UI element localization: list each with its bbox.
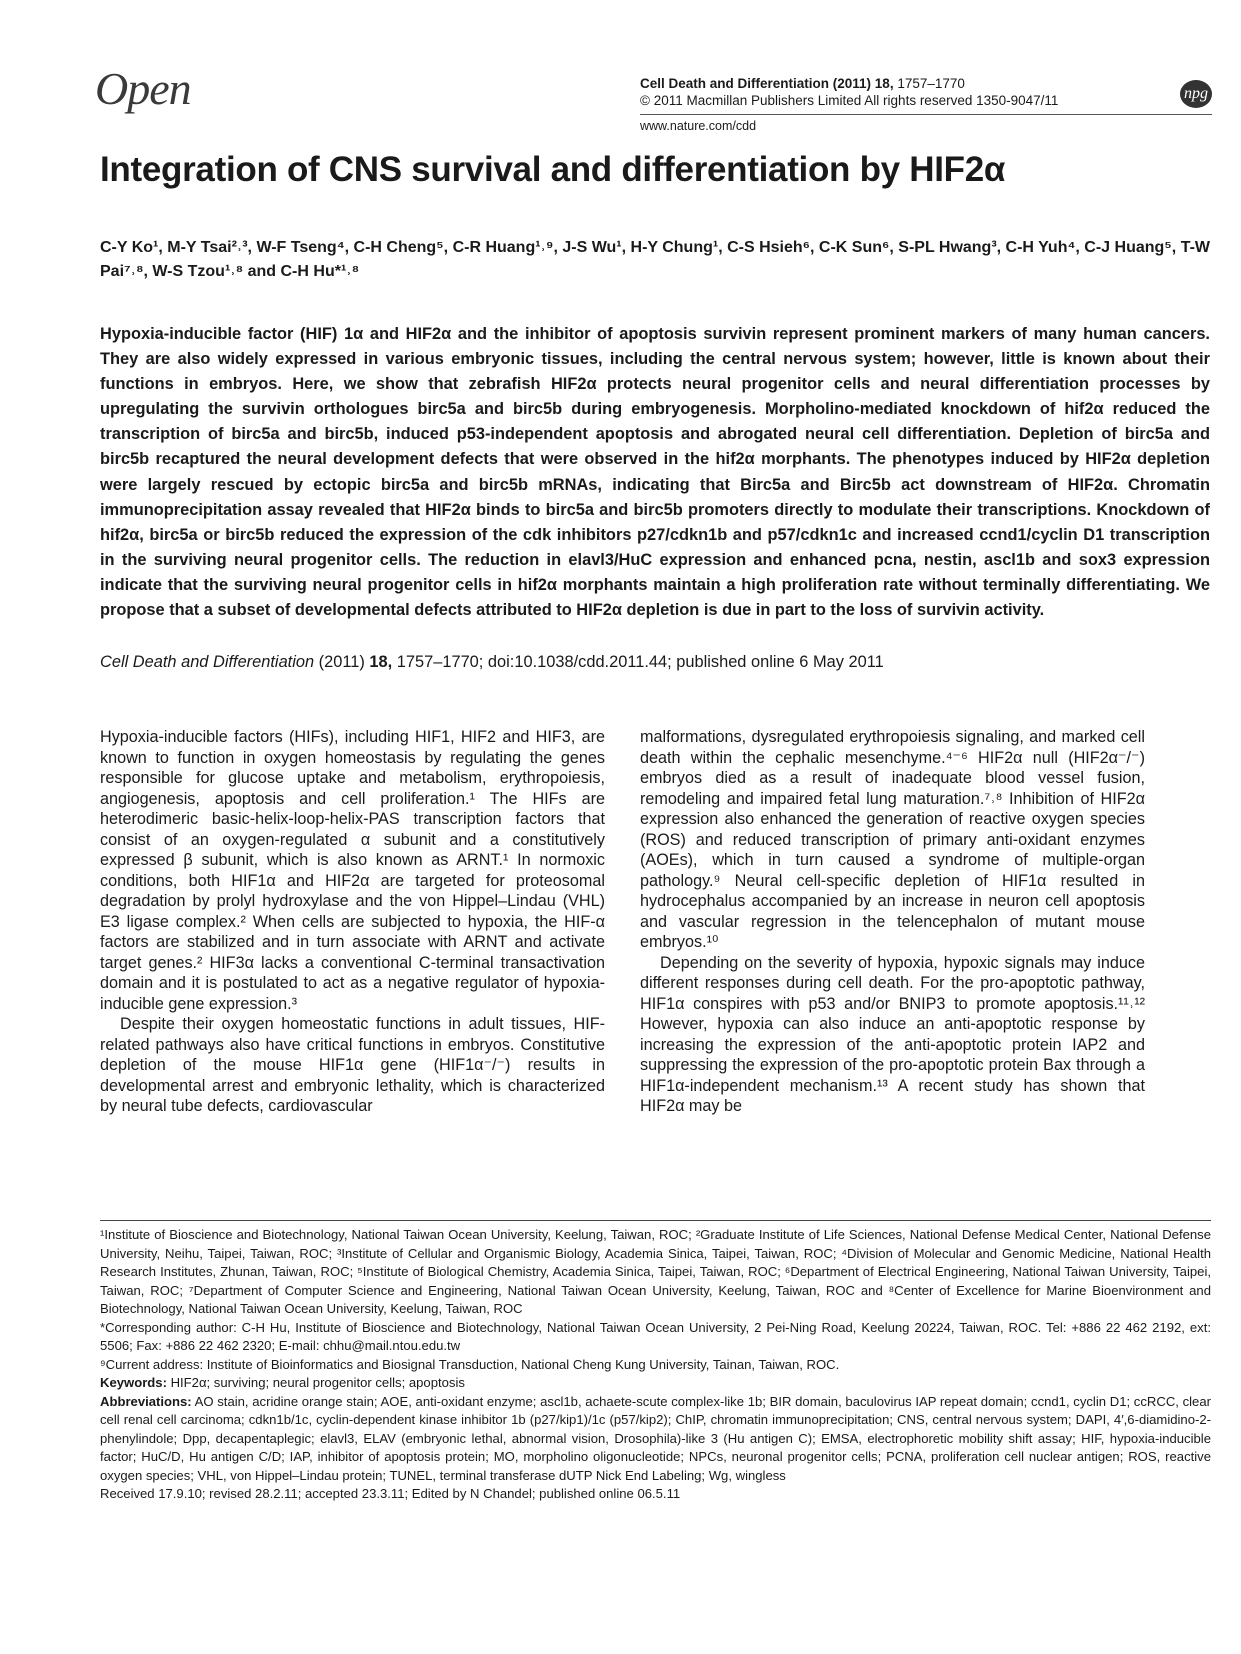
journal-name: Cell Death and Differentiation (2011) 18, (640, 76, 894, 91)
citation-journal: Cell Death and Differentiation (100, 653, 315, 671)
body-column-left (100, 727, 605, 1117)
journal-reference (640, 76, 965, 91)
header-divider (640, 114, 1212, 115)
footnote-divider (100, 1220, 1211, 1221)
body-column-right (640, 727, 1145, 1117)
keywords-text: HIF2α; surviving; neural progenitor cells; apoptosis (166, 1375, 465, 1390)
author-list: C-Y Ko¹, M-Y Tsai²˒³, W-F Tseng⁴, C-H Cheng⁵, C-R Huang¹˒⁹, J-S Wu¹, H-Y Chung¹, C-S Hsieh⁶, C-K Sun⁶, S-PL Hwang³, C-H Yuh⁴, C-J Huang⁵, T-W Pai⁷˒⁸, W-S Tzou¹˒⁸ and C-H Hu*¹˒⁸ (100, 239, 1211, 280)
footnotes (100, 1226, 1211, 1504)
open-access-logo: Open (95, 63, 191, 114)
citation-volume: 18, (369, 653, 393, 671)
abstract: Hypoxia-inducible factor (HIF) 1α and HIF2α and the inhibitor of apoptosis survivin represent prominent markers of many human cancers. They are also widely expressed in various embryonic tissues, including the central nervous system; however, little is known about their functions in embryos. Here, we show that zebrafish HIF2α protects neural progenitor cells and neural differentiation processes by upregulating the survivin orthologues birc5a and birc5b during embryogenesis. Morpholino-mediated knockdown of hif2α reduced the transcription of birc5a and birc5b, induced p53-independent apoptosis and abrogated neural cell differentiation. Depletion of birc5a and birc5b recaptured the neural development defects that were observed in the hif2α morphants. The phenotypes induced by HIF2α depletion were largely rescued by ectopic birc5a and birc5b mRNAs, indicating that Birc5a and Birc5b act downstream of HIF2α. Chromatin immunoprecipitation assay revealed that HIF2α binds to birc5a and birc5b promoters directly to modulate their transcriptions. Knockdown of hif2α, birc5a or birc5b reduced the expression of the cdk inhibitors p27/cdkn1b and p57/cdkn1c and increased ccnd1/cyclin D1 transcription in the surviving neural progenitor cells. The reduction in elavl3/HuC expression and enhanced pcna, nestin, ascl1b and sox3 expression indicate that the surviving neural progenitor cells in hif2α morphants maintain a high proliferation rate without terminally differentiating. We propose that a subset of developmental defects attributed to HIF2α depletion is due in part to the loss of survivin activity. (100, 325, 1210, 620)
current-address: ⁹Current address: Institute of Bioinformatics and Biosignal Transduction, National Cheng Kung University, Tainan, Taiwan, ROC. (100, 1356, 840, 1372)
copyright-notice: © 2011 Macmillan Publishers Limited All rights reserved 1350-9047/11 (640, 93, 1059, 108)
body-paragraph: Depending on the severity of hypoxia, hypoxic signals may induce different responses during cell death. For the pro-apoptotic pathway, HIF1α conspires with p53 and/or BNIP3 to promote apoptosis.¹¹˒¹² However, hypoxia can also induce an anti-apoptotic response by increasing the expression of the anti-apoptotic protein IAP2 and suppressing the expression of the pro-apoptotic protein Bax through a HIF1α-independent mechanism.¹³ A recent study has shown that HIF2α may be (640, 953, 1145, 1115)
citation-year: (2011) (314, 653, 370, 671)
body-paragraph: Hypoxia-inducible factors (HIFs), including HIF1, HIF2 and HIF3, are known to function in oxygen homeostasis by regulating the genes responsible for glucose uptake and metabolism, erythropoiesis, angiogenesis, apoptosis and cell proliferation.¹ The HIFs are heterodimeric basic-helix-loop-helix-PAS transcription factors that consist of an oxygen-regulated α subunit and a constitutively expressed β subunit, which is also known as ARNT.¹ In normoxic conditions, both HIF1α and HIF2α are targeted for proteosomal degradation by prolyl hydroxylase and the von Hippel–Lindau (VHL) E3 ligase complex.² When cells are subjected to hypoxia, the HIF-α factors are stabilized and in turn associate with ARNT and activate target genes.² HIF3α lacks a conventional C-terminal transactivation domain and it is postulated to act as a negative regulator of hypoxia-inducible gene expression.³ (100, 728, 605, 1013)
citation-details: 1757–1770; doi:10.1038/cdd.2011.44; published online 6 May 2011 (392, 653, 884, 671)
body-paragraph: Despite their oxygen homeostatic functions in adult tissues, HIF-related pathways also have critical functions in embryos. Constitutive depletion of the mouse HIF1α gene (HIF1α⁻/⁻) results in developmental arrest and embryonic lethality, which is characterized by neural tube defects, cardiovascular (100, 1015, 605, 1115)
received-dates: Received 17.9.10; revised 28.2.11; accepted 23.3.11; Edited by N Chandel; published online 06.5.11 (100, 1486, 681, 1501)
abbreviations-text: AO stain, acridine orange stain; AOE, anti-oxidant enzyme; ascl1b, achaete-scute complex-like 1b; BIR domain, baculovirus IAP repeat domain; ccnd1, cyclin D1; ccRCC, clear cell renal cell carcinoma; cdkn1b/1c, cyclin-dependent kinase inhibitor 1b (p27/kip1)/1c (p57/kip2); ChIP, chromatin immunoprecipitation; CNS, central nervous system; DAPI, 4′,6-diamidino-2-phenylindole; Dpp, decapentaplegic; elavl3, ELAV (embryonic lethal, abnormal vision, Drosophila)-like 3 (Hu antigen C); EMSA, electrophoretic mobility shift assay; HIF, hypoxia-inducible factor; HuC/D, Hu antigen C/D; IAP, inhibitor of apoptosis protein; MO, morpholino oligonucleotide; NPCs, neuronal progenitor cells; PCNA, proliferation cell nuclear antigen; ROS, reactive oxygen species; VHL, von Hippel–Lindau protein; TUNEL, terminal transferase dUTP Nick End Labeling; Wg, wingless (100, 1393, 1211, 1483)
abbreviations (100, 1393, 1211, 1486)
body-paragraph: malformations, dysregulated erythropoiesis signaling, and marked cell death within the cephalic mesenchyme.⁴⁻⁶ HIF2α null (HIF2α⁻/⁻) embryos died as a result of inadequate blood vessel fusion, remodeling and impaired fetal lung maturation.⁷˒⁸ Inhibition of HIF2α expression also enhanced the generation of reactive oxygen species (ROS) and reduced transcription of primary anti-oxidant enzymes (AOEs), which in turn caused a syndrome of multiple-organ pathology.⁹ Neural cell-specific depletion of HIF1α resulted in hydrocephalus accompanied by an increase in neuron cell apoptosis and vascular regression in the telencephalon of mutant mouse embryos.¹⁰ (640, 728, 1145, 951)
journal-url-link[interactable]: www.nature.com/cdd (640, 119, 757, 133)
npg-logo: npg (1180, 80, 1212, 108)
citation-line (100, 650, 1210, 674)
affiliations: ¹Institute of Bioscience and Biotechnology, National Taiwan Ocean University, Keelung, Taiwan, ROC; ²Graduate Institute of Life Sciences, National Defense Medical Center, National Defense University, Neihu, Taipei, Taiwan, ROC; ³Institute of Cellular and Organismic Biology, Academia Sinica, Taipei, Taiwan, ROC; ⁴Division of Molecular and Genomic Medicine, National Health Research Institutes, Zhunan, Taiwan, ROC; ⁵Institute of Biological Chemistry, Academia Sinica, Taipei, Taiwan, ROC; ⁶Department of Electrical Engineering, National Taiwan University, Taipei, Taiwan, ROC; ⁷Department of Computer Science and Engineering, National Taiwan Ocean University, Keelung, Taiwan, ROC and ⁸Center of Excellence for Marine Bioenvironment and Biotechnology, National Taiwan Ocean University, Keelung, Taiwan, ROC (100, 1227, 1211, 1316)
corresponding-author: *Corresponding author: C-H Hu, Institute of Bioscience and Biotechnology, National Taiwan Ocean University, 2 Pei-Ning Road, Keelung 20224, Taiwan, ROC. Tel: +886 22 462 2192, ext: 5506; Fax: +886 22 462 2320; E-mail: chhu@mail.ntou.edu.tw (100, 1319, 1211, 1353)
article-title: Integration of CNS survival and differentiation by HIF2α (100, 150, 1006, 189)
journal-pages: 1757–1770 (893, 76, 965, 91)
abbreviations-label: Abbreviations: (100, 1393, 192, 1409)
keywords (100, 1374, 1211, 1393)
keywords-label: Keywords: (100, 1375, 167, 1390)
